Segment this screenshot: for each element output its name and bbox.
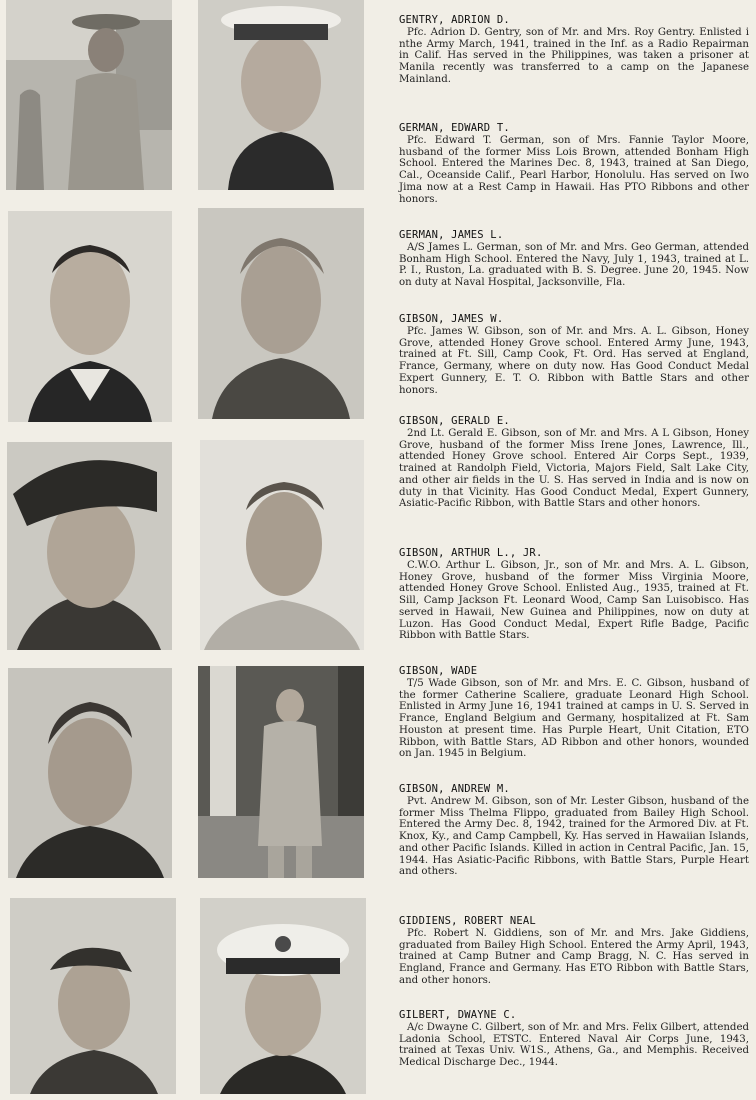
photo-giddiens-robert (10, 898, 176, 1094)
portrait-soldier-icon (8, 668, 172, 878)
photo-gibson-arthur (200, 440, 364, 650)
photo-gibson-james (198, 208, 364, 419)
entry-name: GIBSON, GERALD E. (399, 415, 510, 427)
photo-gibson-wade (8, 668, 172, 878)
entry-gibson-james (399, 313, 749, 415)
portrait-soldier-standing-icon (6, 0, 172, 190)
entry-body: Pfc. Edward T. German, son of Mrs. Fannie Taylor Moore, husband of the former Miss Lois Brown, attended Bonham High School. Entered the Marines Dec. 8, 1943, trained at San Diego, Cal., Oceanside Calif., Pearl Harbor, Honolulu. Has served on Iwo Jima now at a Rest Camp in Hawaii. Has PTO Ribbons and other honors. (399, 135, 749, 205)
entry-name: GIDDIENS, ROBERT NEAL (399, 915, 536, 927)
entry-body: 2nd Lt. Gerald E. Gibson, son of Mr. and Mrs. A L Gibson, Honey Grove, husband of the former Miss Irene Jones, Lawrence, Ill., attended Honey Grove school. Entered Air Corps Sept., 1939, trained at Randolph Field, Victoria, Majors Field, Salt Lake City, and other air fields in the U. S. Has served in India and is now on duty in that Vicinity. Has Good Conduct Medal, Expert Gunnery, Asiatic-Pacific Ribbon, with Battle Stars and other honors. (399, 428, 749, 510)
entry-gibson-wade (399, 665, 749, 783)
entry-name: GIBSON, ARTHUR L., JR. (399, 547, 543, 559)
entry-body: C.W.O. Arthur L. Gibson, Jr., son of Mr. and Mrs. A. L. Gibson, Honey Grove, husband of the former Miss Virginia Moore, attended Honey Grove School. Enlisted Aug., 1935, trained at Ft. Sill, Camp Jackson Ft. Leonard Wood, Camp San Luisobisco. Has served in Hawaii, New Guinea and Philippines, now on duty at Luzon. Has Good Conduct Medal, Expert Rifle Badge, Pacific Ribbon with Battle Stars. (399, 560, 749, 642)
entry-name: GIBSON, ANDREW M. (399, 783, 510, 795)
entry-giddiens-robert (399, 915, 749, 1009)
photo-gibson-andrew (198, 666, 364, 878)
photo-german-edward (198, 0, 364, 190)
entry-body: Pfc. Robert N. Giddiens, son of Mr. and Mrs. Jake Giddiens, graduated from Bailey High School. Entered the Army April, 1943, trained at Camp Butner and Camp Bragg, N. C. Has served in England, France and Germany. Has ETO Ribbon with Battle Stars, and other honors. (399, 928, 749, 986)
entry-name: GIBSON, WADE (399, 665, 478, 677)
entry-gibson-andrew (399, 783, 749, 915)
photo-gilbert-dwayne (200, 898, 366, 1094)
entry-gibson-arthur (399, 547, 749, 665)
entry-body: A/S James L. German, son of Mr. and Mrs. Geo German, attended Bonham High School. Entered the Navy, July 1, 1943, trained at L. P. I., Ruston, La. graduated with B. S. Degree. June 20, 1945. Now on duty at Naval Hospital, Jacksonville, Fla. (399, 242, 749, 289)
photo-gibson-gerald (7, 442, 172, 650)
entry-gibson-gerald (399, 415, 749, 547)
portrait-soldier-standing-icon (198, 666, 364, 878)
entry-body: Pfc. James W. Gibson, son of Mr. and Mrs. A. L. Gibson, Honey Grove, attended Honey Grove school. Entered Army June, 1943, trained at Ft. Sill, Camp Cook, Ft. Ord. Has served at England, France, Germany, where on duty now. Has Good Conduct Medal Expert Gunnery, E. T. O. Ribbon with Battle Stars and other honors. (399, 326, 749, 396)
entry-german-james (399, 229, 749, 313)
entry-name: GENTRY, ADRION D. (399, 14, 510, 26)
entry-name: GERMAN, EDWARD T. (399, 122, 510, 134)
portrait-sailor-icon (8, 211, 172, 422)
portrait-airman-icon (7, 442, 172, 650)
portrait-marine-icon (198, 0, 364, 190)
entry-body: T/5 Wade Gibson, son of Mr. and Mrs. E. C. Gibson, husband of the former Catherine Scaliere, graduate Leonard High School. Enlisted in Army June 16, 1941 trained at camps in U. S. Served in France, England Belgium and Germany, hospitalized at Ft. Sam Houston at present time. Has Purple Heart, Unit Citation, ETO Ribbon, with Battle Stars, AD Ribbon and other honors, wounded on Jan. 1945 in Belgium. (399, 678, 749, 760)
entry-body: A/c Dwayne C. Gilbert, son of Mr. and Mrs. Felix Gilbert, attended Ladonia School, ETSTC. Entered Naval Air Corps June, 1943, trained at Texas Univ. W1S., Athens, Ga., and Memphis. Received Medical Discharge Dec., 1944. (399, 1022, 749, 1069)
photo-german-james (8, 211, 172, 422)
entry-name: GERMAN, JAMES L. (399, 229, 504, 241)
entry-body: Pfc. Adrion D. Gentry, son of Mr. and Mrs. Roy Gentry. Enlisted i nthe Army March, 1941, trained in the Inf. as a Radio Repairman in Calif. Has served in the Philippines, was taken a prisoner at Manila recently was transferred to a camp on the Japanese Mainland. (399, 27, 749, 85)
entry-gilbert-dwayne (399, 1009, 749, 1069)
entry-name: GILBERT, DWAYNE C. (399, 1009, 517, 1021)
biography-column (399, 14, 749, 1069)
entry-gentry-adrion (399, 14, 749, 122)
photo-gentry-adrion (6, 0, 172, 190)
entry-german-edward (399, 122, 749, 229)
entry-name: GIBSON, JAMES W. (399, 313, 504, 325)
entry-body: Pvt. Andrew M. Gibson, son of Mr. Lester Gibson, husband of the former Miss Thelma Flippo, graduated from Bailey High School. Entered the Army Dec. 8, 1942, trained for the Armored Div. at Ft. Knox, Ky., and Camp Campbell, Ky. Has served in Hawaiian Islands, and other Pacific Islands. Killed in action in Central Pacific, Jan. 15, 1944. Has Asiatic-Pacific Ribbons, with Battle Stars, Purple Heart and others. (399, 796, 749, 878)
portrait-officer-icon (200, 440, 364, 650)
portrait-cadet-icon (200, 898, 366, 1094)
portrait-soldier-icon (198, 208, 364, 419)
portrait-soldier-cap-icon (10, 898, 176, 1094)
